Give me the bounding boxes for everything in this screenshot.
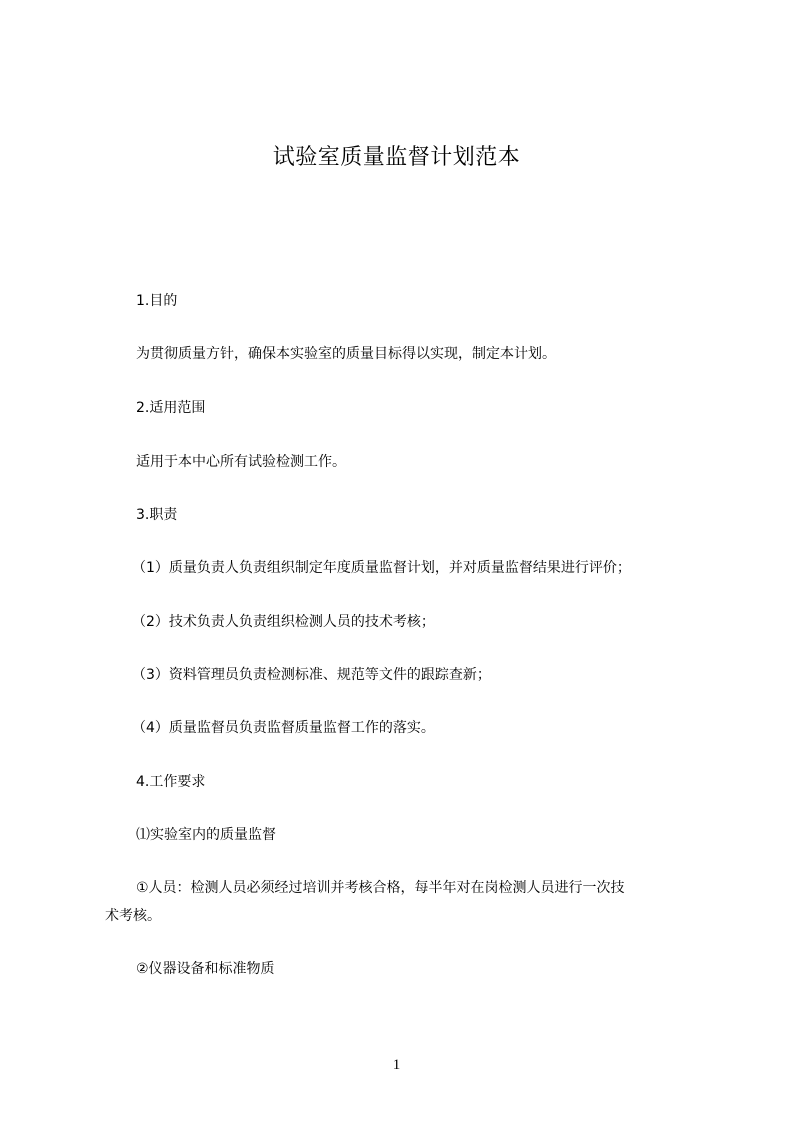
section-3-heading: 3.职责: [136, 507, 178, 523]
section-2-body: 适用于本中心所有试验检测工作。: [136, 454, 346, 470]
section-3-item-2: （2）技术负责人负责组织检测人员的技术考核；: [132, 614, 435, 630]
section-4-heading: 4.工作要求: [136, 774, 206, 790]
section-4-item-1-line-2: 术考核。: [105, 908, 161, 924]
page-number: 1: [392, 1057, 401, 1073]
section-1-heading: 1.目的: [136, 293, 178, 309]
section-4-subheading-1: ⑴实验室内的质量监督: [136, 827, 276, 843]
section-4-item-2: ②仪器设备和标准物质: [136, 961, 275, 977]
section-2-heading: 2.适用范围: [136, 400, 206, 416]
document-title: 试验室质量监督计划范本: [272, 145, 521, 170]
section-4-item-1-line-1: ①人员：检测人员必须经过培训并考核合格，每半年对在岗检测人员进行一次技: [136, 880, 625, 896]
section-1-body: 为贯彻质量方针，确保本实验室的质量目标得以实现，制定本计划。: [136, 346, 556, 362]
section-3-item-3: （3）资料管理员负责检测标准、规范等文件的跟踪查新；: [132, 667, 491, 683]
section-3-item-1: （1）质量负责人负责组织制定年度质量监督计划，并对质量监督结果进行评价；: [132, 560, 631, 576]
section-3-item-4: （4）质量监督员负责监督质量监督工作的落实。: [132, 720, 435, 736]
